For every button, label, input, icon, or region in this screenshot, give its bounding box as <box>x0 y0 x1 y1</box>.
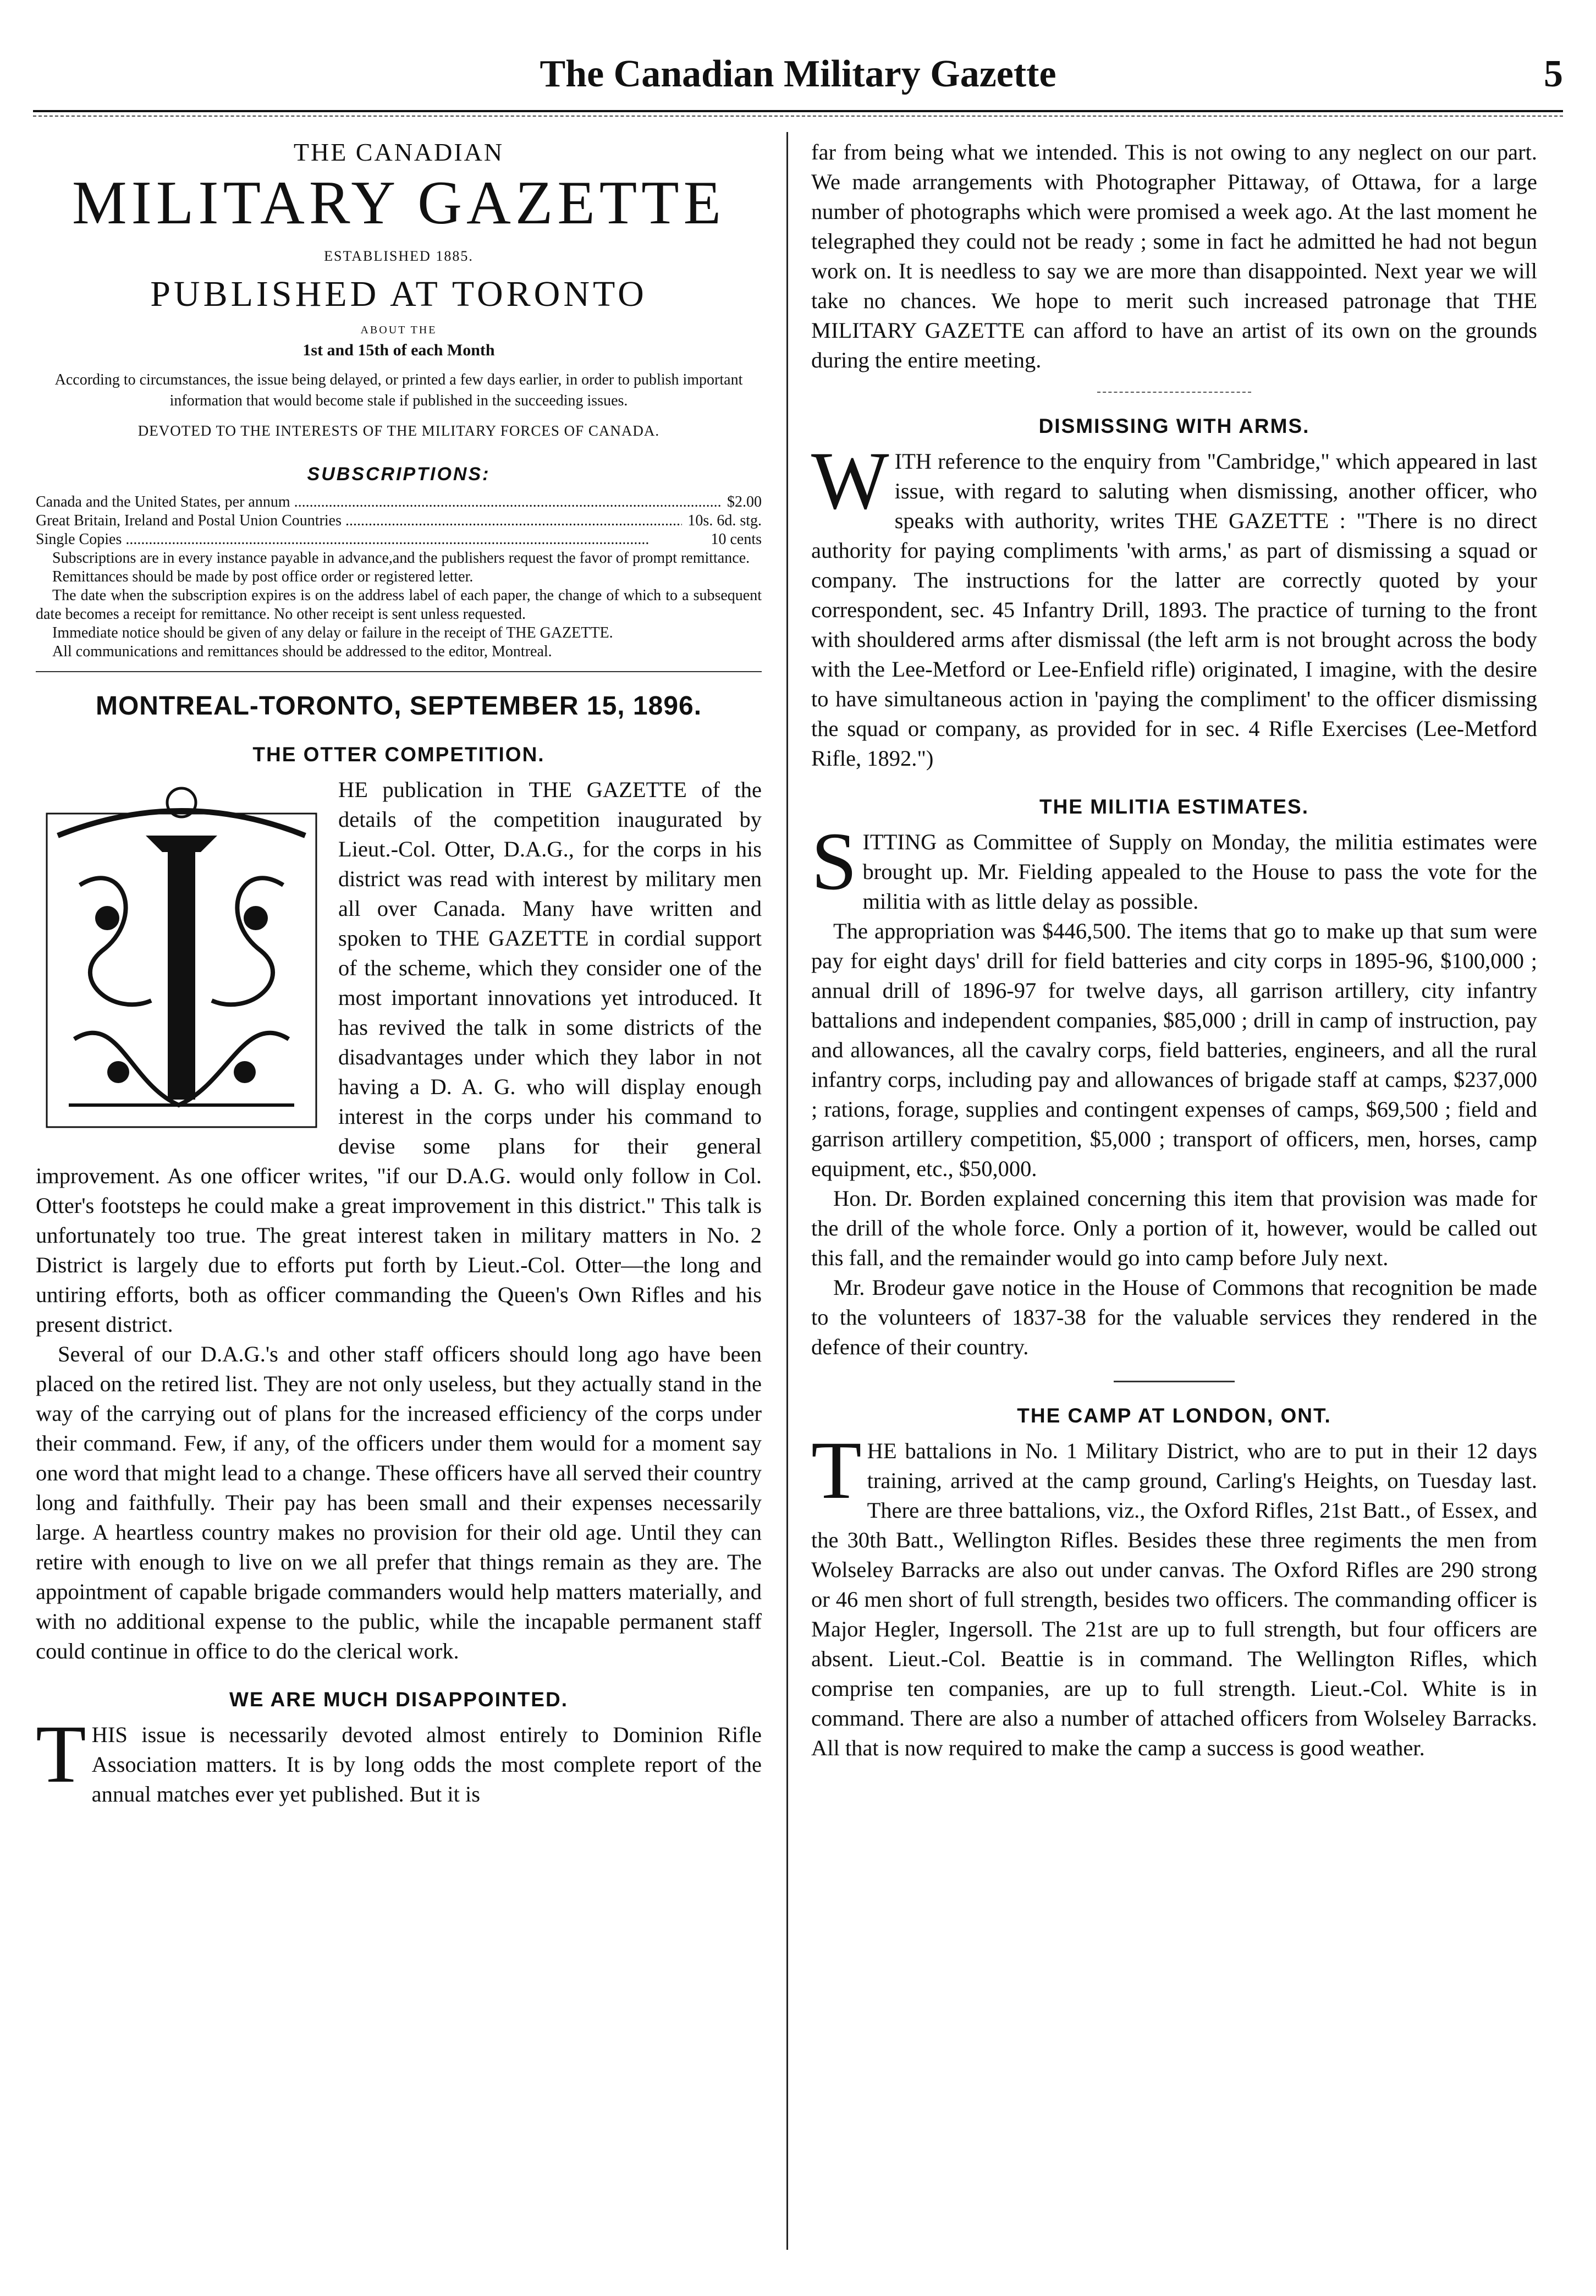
article-heading: THE OTTER COMPETITION. <box>252 743 545 766</box>
article-heading: DISMISSING WITH ARMS. <box>1038 415 1310 437</box>
article-dismissing <box>811 415 1537 773</box>
article-paragraph: Mr. Brodeur gave notice in the House of Commons that recognition be made to the volunteers of 1837-38 for the valuable services they rendered in the defence of their country. <box>811 1275 1537 1359</box>
article-paragraph: ITH reference to the enquiry from "Cambridge," which appeared in last issue, with regard to saluting when dismissing, another officer, who speaks with authority, writes THE GAZETTE : "There is no direct authority for paying compliments 'with arms,' as part of dismissing a squad or company. The instructions for the latter are correctly quoted by your correspondent, sec. 45 Infantry Drill, 1893. The practice of turning to the front with shouldered arms after dismissal (the left arm is not brought across the body with the Lee-Metford or Lee-Enfield rifle) originated, I imagine, with the desire to have simultaneous action in 'paying the compliment' to the officer dismissing the squad or company, as provided for in sec. 4 Rifle Exercises (Lee-Metford Rifle, 1892.") <box>811 449 1537 771</box>
article-disappointed <box>36 1688 762 1809</box>
rate-price: 10s. 6d. stg. <box>687 512 762 529</box>
drop-cap: T <box>36 1709 86 1800</box>
masthead-established: ESTABLISHED 1885. <box>324 248 474 264</box>
article-heading: THE CAMP AT LONDON, ONT. <box>1017 1404 1331 1427</box>
rate-price: $2.00 <box>727 493 762 510</box>
article-paragraph: HIS issue is necessarily devoted almost entirely to Dominion Rifle Association matters. It is by long odds the most complete report of the annual matches ever yet published. But it is <box>91 1722 762 1806</box>
page-number: 5 <box>1544 53 1563 95</box>
divider <box>1097 392 1251 393</box>
article-estimates <box>811 795 1537 1362</box>
rate-row <box>36 493 762 512</box>
article-camp-london <box>811 1404 1537 1763</box>
article-paragraph: ITTING as Committee of Supply on Monday, the militia estimates were brought up. Mr. Fielding appealed to the House to pass the vote for the militia with as little delay as possible. <box>862 830 1537 914</box>
ornamental-initial-t-icon <box>36 775 327 1133</box>
divider <box>36 671 762 672</box>
subscription-note: Remittances should be made by post office order or registered letter. <box>52 568 474 585</box>
masthead <box>36 138 762 440</box>
drop-cap: S <box>811 816 857 907</box>
masthead-title: MILITARY GAZETTE <box>71 169 725 237</box>
masthead-note: According to circumstances, the issue being delayed, or printed a few days earlier, in order to publish important information that would become stale if published in the succeeding issues. <box>54 371 743 409</box>
rate-label: Single Copies ..... <box>36 530 705 549</box>
masthead-dates: 1st and 15th of each Month <box>302 341 495 359</box>
subscriptions-heading: SUBSCRIPTIONS: <box>307 464 491 485</box>
rate-row <box>36 530 762 549</box>
masthead-devoted: DEVOTED TO THE INTERESTS OF THE MILITARY FORCES OF CANADA. <box>137 422 660 439</box>
masthead-top: THE CANADIAN <box>293 138 504 166</box>
article-heading: WE ARE MUCH DISAPPOINTED. <box>229 1688 568 1711</box>
column-divider <box>786 132 788 2250</box>
divider <box>1114 1381 1235 1382</box>
subscription-note: Subscriptions are in every instance payable in advance,and the publishers request the favor of prompt remittance. <box>52 550 750 567</box>
drop-cap: W <box>811 435 889 526</box>
article-paragraph: Several of our D.A.G.'s and other staff officers should long ago have been placed on the retired list. They are not only useless, but they actually stand in the way of the carrying out of plans for the increased efficiency of the corps under their command. Few, if any, of the officers under them would for a moment say one word that might lead to a change. These officers have all served their country long and faithfully. Their pay has been small and their expenses necessarily large. A heartless country makes no provision for their old age. Until they can retire with enough to live on we all prefer that things remain as they are. The appointment of capable brigade commanders would help matters materially, and with no additional expense to the public, while the incapable permanent staff could continue in office to do the clerical work. <box>36 1342 762 1663</box>
subscriptions-box <box>36 464 762 672</box>
article-otter-competition <box>36 743 762 1666</box>
running-header <box>0 52 1596 102</box>
masthead-published: PUBLISHED AT TORONTO <box>150 274 647 314</box>
article-paragraph: Hon. Dr. Borden explained concerning this item that provision was made for the drill of the whole force. Only a portion of it, however, would be called out this fall, and the remainder would go into camp before July next. <box>811 1186 1537 1270</box>
article-paragraph: far from being what we intended. This is not owing to any neglect on our part. We made arrangements with Photographer Pittaway, of Ottawa, for a large number of photographs which were promised a week ago. At the last moment he telegraphed they could not be ready ; some in fact he admitted he had not begun work on. It is needless to say we are more than disappointed. Next year we will take no chances. We hope to merit such increased patronage that THE MILITARY GAZETTE can afford to have an artist of its own on the grounds during the entire meeting. <box>811 140 1537 372</box>
rate-label: Great Britain, Ireland and Postal Union Countries ..... <box>36 512 682 530</box>
subscription-note: All communications and remittances should be addressed to the editor, Montreal. <box>52 643 552 660</box>
rate-row <box>36 512 762 530</box>
rate-price: 10 cents <box>711 531 762 548</box>
left-column <box>36 132 762 1809</box>
rate-label: Canada and the United States, per annum ..... <box>36 493 722 512</box>
masthead-about: ABOUT THE <box>360 324 437 336</box>
subscription-note: The date when the subscription expires is on the address label of each paper, the change of which to a subsequent date becomes a receipt for remittance. No other receipt is sent unless requested. <box>36 587 762 623</box>
right-column <box>811 138 1537 1763</box>
subscription-note: Immediate notice should be given of any delay or failure in the receipt of THE GAZETTE. <box>52 624 613 641</box>
article-paragraph: The appropriation was $446,500. The items that go to make up that sum were pay for eight days' drill for field batteries and city corps in 1895-96, $100,000 ; annual drill of 1896-97 for twelve days, all garrison artillery, city infantry battalions and independent companies, $85,000 ; drill in camp of instruction, pay and allowances, all the cavalry corps, field batteries, engineers, and all the rural infantry corps, including pay and allowances of brigade staff at camps, $237,000 ; rations, forage, supplies and contingent expenses of camps, $69,500 ; field and garrison artillery competition, $5,000 ; transport of officers, men, horses, camp equipment, etc., $50,000. <box>811 919 1537 1181</box>
article-heading: THE MILITIA ESTIMATES. <box>1039 795 1309 818</box>
running-title: The Canadian Military Gazette <box>540 53 1056 95</box>
header-rule <box>33 110 1563 117</box>
issue-dateline: MONTREAL-TORONTO, SEPTEMBER 15, 1896. <box>95 691 702 721</box>
drop-cap: T <box>811 1425 862 1516</box>
article-paragraph: HE publication in THE GAZETTE of the details of the competition inaugurated by Lieut.-Col. Otter, D.A.G., for the corps in his district was read with interest by military men all over Canada. Many have written and spoken to THE GAZETTE in cordial support of the scheme, which they consider one of the most important innovations yet introduced. It has revived the talk in some districts of the disadvantages under which they labor in not having a D. A. G. who will display enough interest in the corps under his command to devise some plans for their general improvement. As one officer writes, "if our D.A.G. would only follow in Col. Otter's footsteps he could make a great improvement in this district." This talk is unfortunately too true. The great interest taken in military matters in No. 2 District is largely due to efforts put forth by Lieut.-Col. Otter—the long and untiring efforts, both as officer commanding the Queen's Own Rifles and his present district. <box>36 777 762 1337</box>
article-paragraph: HE battalions in No. 1 Military District, who are to put in their 12 days training, arrived at the camp ground, Carling's Heights, on Tuesday last. There are three battalions, viz., the Oxford Rifles, 21st Batt., of Essex, and the 30th Batt., Wellington Rifles. Besides these three regiments the men from Wolseley Barracks are also out under canvas. The Oxford Rifles are 290 strong or 46 men short of full strength, besides two officers. The commanding officer is Major Hegler, Ingersoll. The 21st are up to full strength, but four officers are absent. Lieut.-Col. Beattie is in command. The Wellington Rifles, which comprise ten companies, are up to full strength. Lieut.-Col. White is in command. There are also a number of attached officers from Wolseley Barracks. All that is now required to make the camp a success is good weather. <box>811 1438 1537 1760</box>
